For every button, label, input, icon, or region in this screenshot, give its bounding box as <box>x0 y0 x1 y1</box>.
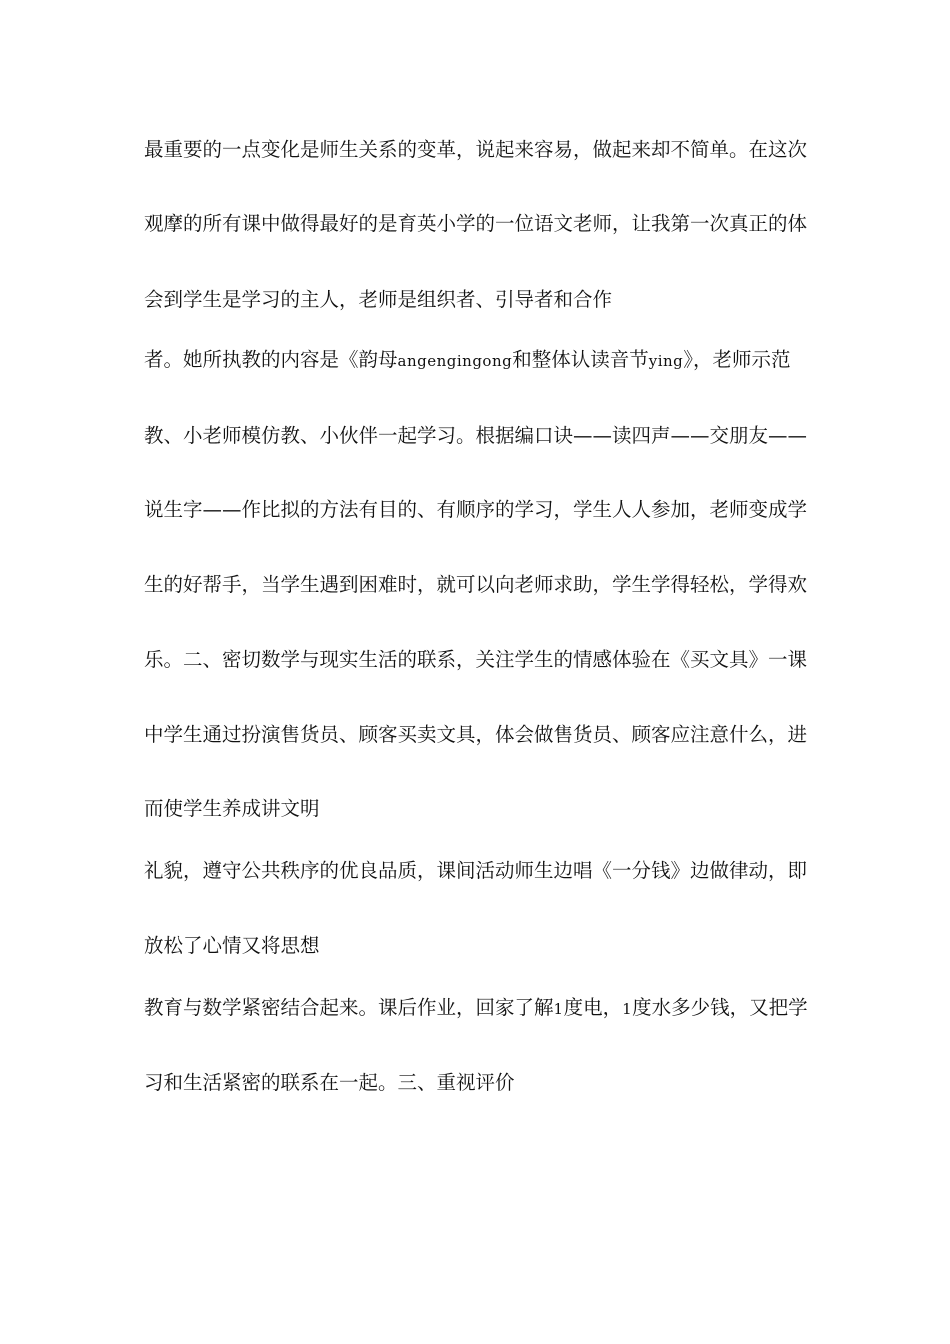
paragraph-line: 会到学生是学习的主人，老师是组织者、引导者和合作 <box>144 288 613 311</box>
paragraph-line <box>144 996 808 1021</box>
paragraph-line: 中学生通过扮演售货员、顾客买卖文具，体会做售货员、顾客应注意什么，进 <box>144 723 808 746</box>
paragraph-line <box>144 348 791 373</box>
pinyin-text: angengingong <box>397 352 513 370</box>
paragraph-line: 教、小老师模仿教、小伙伴一起学习。根据编口诀——读四声——交朋友—— <box>144 424 808 447</box>
paragraph-line: 放松了心情又将思想 <box>144 934 320 957</box>
paragraph-line: 礼貌，遵守公共秩序的优良品质，课间活动师生边唱《一分钱》边做律动，即 <box>144 859 808 882</box>
paragraph-line: 习和生活紧密的联系在一起。三、重视评价 <box>144 1071 515 1094</box>
number-text: 1 <box>622 1000 633 1018</box>
text-span: 度水多少钱，又把学 <box>632 996 808 1019</box>
paragraph-line: 说生字——作比拟的方法有目的、有顺序的学习，学生人人参加，老师变成学 <box>144 498 808 521</box>
text-span: 教育与数学紧密结合起来。课后作业，回家了解 <box>144 996 554 1019</box>
text-span: 》，老师示范 <box>683 348 791 371</box>
text-span: 度电， <box>563 996 623 1019</box>
paragraph-line: 生的好帮手，当学生遇到困难时，就可以向老师求助，学生学得轻松，学得欢 <box>144 573 808 596</box>
paragraph-line: 最重要的一点变化是师生关系的变革，说起来容易，做起来却不简单。在这次 <box>144 138 808 161</box>
pinyin-text: ying <box>648 352 684 370</box>
paragraph-line: 观摩的所有课中做得最好的是育英小学的一位语文老师，让我第一次真正的体 <box>144 212 808 235</box>
paragraph-line: 乐。二、密切数学与现实生活的联系，关注学生的情感体验在《买文具》一课 <box>144 648 808 671</box>
number-text: 1 <box>553 1000 564 1018</box>
text-span: 和整体认读音节 <box>512 348 649 371</box>
text-span: 者。她所执教的内容是《韵母 <box>144 348 398 371</box>
paragraph-line: 而使学生养成讲文明 <box>144 797 320 820</box>
